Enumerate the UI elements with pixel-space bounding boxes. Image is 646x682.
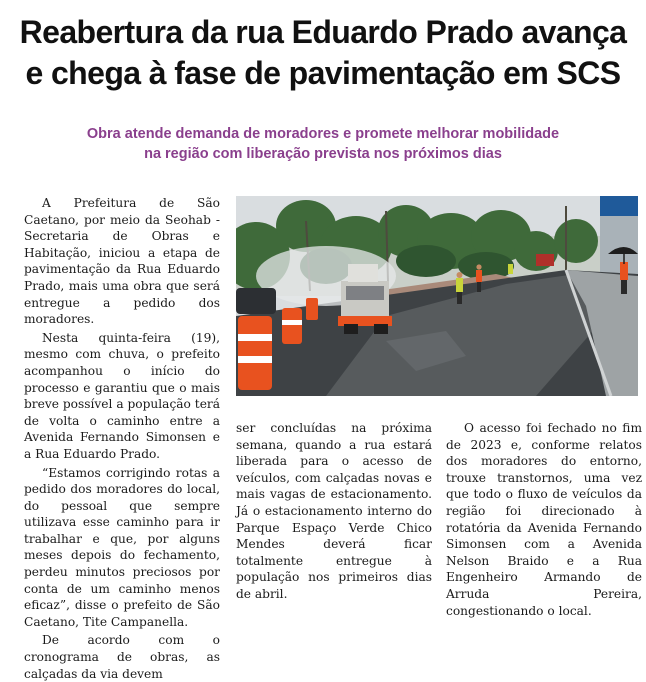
paragraph: ser concluídas na próxima semana, quando a rua estará liberada para o acesso de veículos, com calçadas novas e mais vagas de estacionamento. Já o estacionamento interno do Parque Espaço Verde Chico Mendes deverá ficar totalmente entregue à população nos primeiros dias de abril. <box>236 421 432 601</box>
paragraph: Nesta quinta-feira (19), mesmo com chuva, o prefeito acompanhou o início do processo e garantiu que o mais breve possível a população terá de volta o caminho entre a Avenida Fernando Simonsen e a Rua Eduardo Prado. <box>24 330 220 461</box>
paragraph: De acordo com o cronograma de obras, as calçadas da via devem <box>24 633 220 681</box>
paragraph: A Prefeitura de São Caetano, por meio da Seohab - Secretaria de Obras e Habitação, iniciou a etapa de pavimentação da Rua Eduardo Prado, mais uma obra que será entregue a pedido dos moradores. <box>24 196 220 327</box>
paragraph: “Estamos corrigindo rotas a pedido dos moradores do local, do pessoal que sempre utilizava esse caminho para ir trabalhar e que, por alguns meses depois do fechamento, perdeu minutos preciosos por conta de um caminho menos eficaz”, disse o prefeito de São Caetano, Tite Campanella. <box>24 465 220 629</box>
headline-line-1: Reabertura da rua Eduardo Prado avança <box>19 14 627 50</box>
subheadline-line-1: Obra atende demanda de moradores e promete melhorar mobilidade <box>86 126 560 142</box>
article-column-2 <box>236 420 432 603</box>
subheadline-line-2: na região com liberação prevista nos próximos dias <box>144 146 502 162</box>
paragraph: O acesso foi fechado no fim de 2023 e, conforme relatos dos moradores do entorno, trouxe transtornos, uma vez que todo o fluxo de veículos da região foi direcionado à rotatória da Avenida Fernando Simonsen com a Avenida Nelson Braido e a Rua Engenheiro Armando de Arruda Pereira, congestionando o local. <box>446 421 642 618</box>
news-photo <box>236 196 638 396</box>
street-paving-scene <box>236 196 638 396</box>
article-column-1 <box>24 195 220 682</box>
headline <box>0 12 646 94</box>
headline-line-2: e chega à fase de pavimentação em SCS <box>25 55 621 91</box>
article-column-3 <box>446 420 642 619</box>
subheadline <box>60 124 586 164</box>
